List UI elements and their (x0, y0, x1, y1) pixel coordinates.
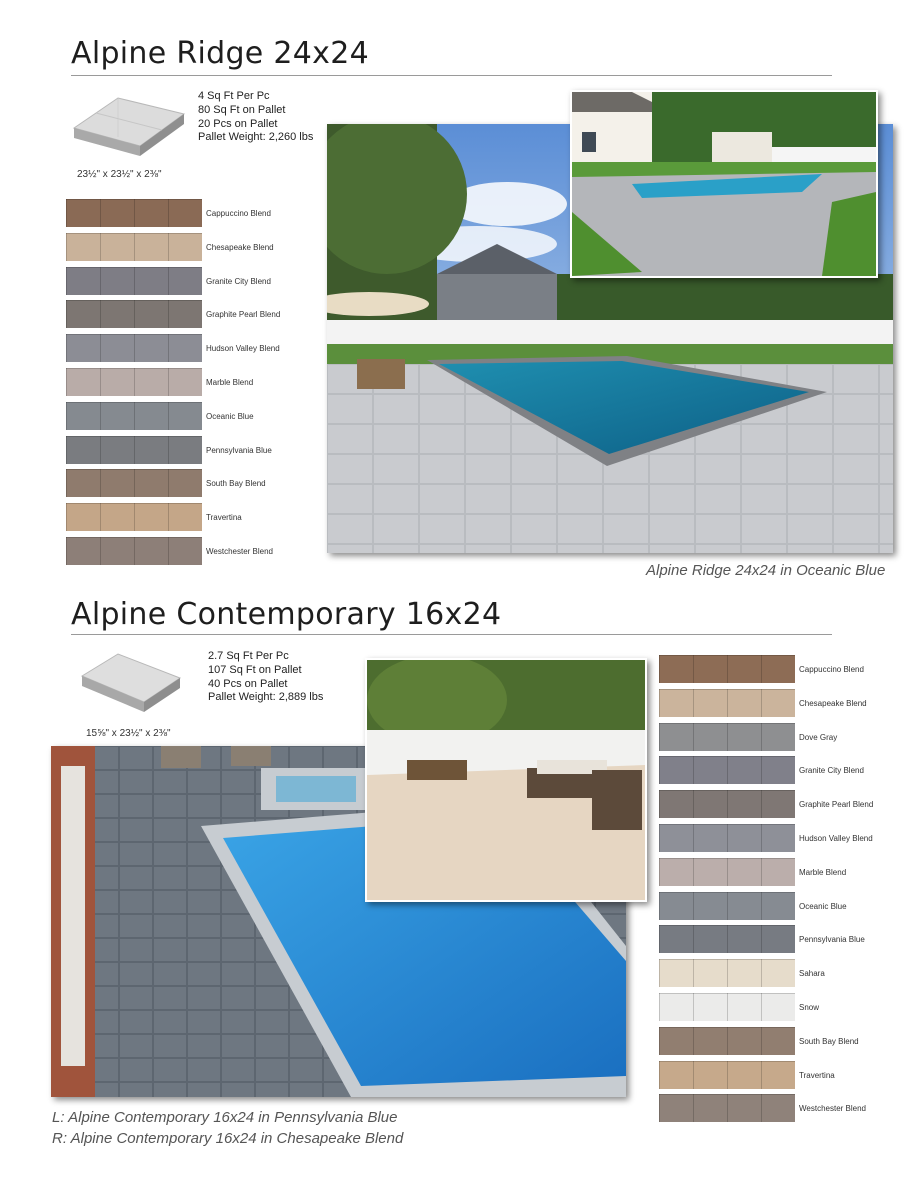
color-swatch-label: Graphite Pearl Blend (799, 800, 874, 810)
section2-right-photo (365, 658, 647, 902)
spec-line: 40 Pcs on Pallet (208, 677, 288, 690)
color-swatch-label: Chesapeake Blend (206, 242, 274, 252)
color-swatch-label: Westchester Blend (799, 1104, 866, 1114)
color-swatch-label: Oceanic Blue (799, 901, 847, 911)
color-swatch-label: South Bay Blend (799, 1036, 859, 1046)
color-swatch (659, 993, 795, 1021)
section2-dimensions: 15⅝" x 23½" x 2⅜" (86, 728, 171, 739)
color-swatch-label: Marble Blend (206, 378, 254, 387)
color-swatch (659, 689, 795, 717)
color-swatch-label: Pennsylvania Blue (206, 445, 272, 455)
color-swatch-label: Travertina (206, 513, 242, 523)
color-swatch-label: Granite City Blend (799, 766, 864, 776)
color-swatch (659, 1094, 795, 1122)
color-swatch-label: Granite City Blend (206, 276, 271, 286)
spec-line: 107 Sq Ft on Pallet (208, 663, 302, 676)
color-swatch (659, 892, 795, 920)
spec-line: 20 Pcs on Pallet (198, 117, 278, 130)
section1-caption: Alpine Ridge 24x24 in Oceanic Blue (646, 562, 886, 579)
color-swatch (66, 402, 202, 430)
section2-caption-left: L: Alpine Contemporary 16x24 in Pennsylvania Blue (52, 1109, 398, 1126)
color-swatch (66, 368, 202, 396)
section2-swatch-list (659, 655, 889, 1130)
color-swatch (659, 1027, 795, 1055)
color-swatch-label: Dove Gray (799, 732, 838, 742)
color-swatch (659, 824, 795, 852)
color-swatch-label: Cappuccino Blend (799, 665, 864, 674)
color-swatch-label: South Bay Blend (206, 479, 266, 489)
color-swatch (659, 756, 795, 784)
color-swatch (66, 469, 202, 497)
color-swatch (659, 858, 795, 886)
color-swatch-label: Westchester Blend (206, 547, 273, 556)
color-swatch-label: Graphite Pearl Blend (206, 310, 281, 320)
color-swatch-label: Hudson Valley Blend (206, 344, 280, 354)
color-swatch-label: Cappuccino Blend (206, 209, 271, 218)
color-swatch-label: Travertina (799, 1070, 835, 1080)
color-swatch (66, 267, 202, 295)
color-swatch (659, 790, 795, 818)
section1-specs (198, 90, 313, 145)
color-swatch (659, 925, 795, 953)
section2-title: Alpine Contemporary 16x24 (71, 597, 502, 632)
color-swatch (66, 233, 202, 261)
color-swatch-label: Hudson Valley Blend (799, 834, 873, 843)
color-swatch-label: Marble Blend (799, 867, 847, 877)
color-swatch (66, 300, 202, 328)
color-swatch (66, 436, 202, 464)
spec-line: 2.7 Sq Ft Per Pc (208, 650, 289, 662)
section1-paver-image (70, 92, 188, 162)
spec-line: Pallet Weight: 2,260 lbs (198, 131, 314, 144)
color-swatch-label: Sahara (799, 969, 825, 979)
section1-swatch-list (66, 199, 326, 569)
spec-line: Pallet Weight: 2,889 lbs (208, 691, 324, 704)
color-swatch-label: Chesapeake Blend (799, 698, 867, 708)
section1-title: Alpine Ridge 24x24 (71, 36, 370, 71)
section2-divider (71, 634, 832, 635)
color-swatch-label: Snow (799, 1003, 820, 1012)
section2-caption-right: R: Alpine Contemporary 16x24 in Chesapeake Blend (52, 1130, 404, 1147)
color-swatch (659, 655, 795, 683)
spec-line: 80 Sq Ft on Pallet (198, 103, 286, 116)
color-swatch (66, 199, 202, 227)
section1-divider (71, 75, 832, 76)
color-swatch-label: Pennsylvania Blue (799, 935, 865, 945)
color-swatch-label: Oceanic Blue (206, 411, 254, 421)
color-swatch (659, 723, 795, 751)
section1-dimensions: 23½" x 23½" x 2⅜" (77, 169, 162, 180)
color-swatch (659, 959, 795, 987)
color-swatch (659, 1061, 795, 1089)
color-swatch (66, 537, 202, 565)
section1-inset-photo (570, 90, 878, 278)
spec-line: 4 Sq Ft Per Pc (198, 90, 270, 102)
section2-specs (208, 650, 323, 705)
section2-paver-image (78, 650, 184, 716)
color-swatch (66, 334, 202, 362)
color-swatch (66, 503, 202, 531)
